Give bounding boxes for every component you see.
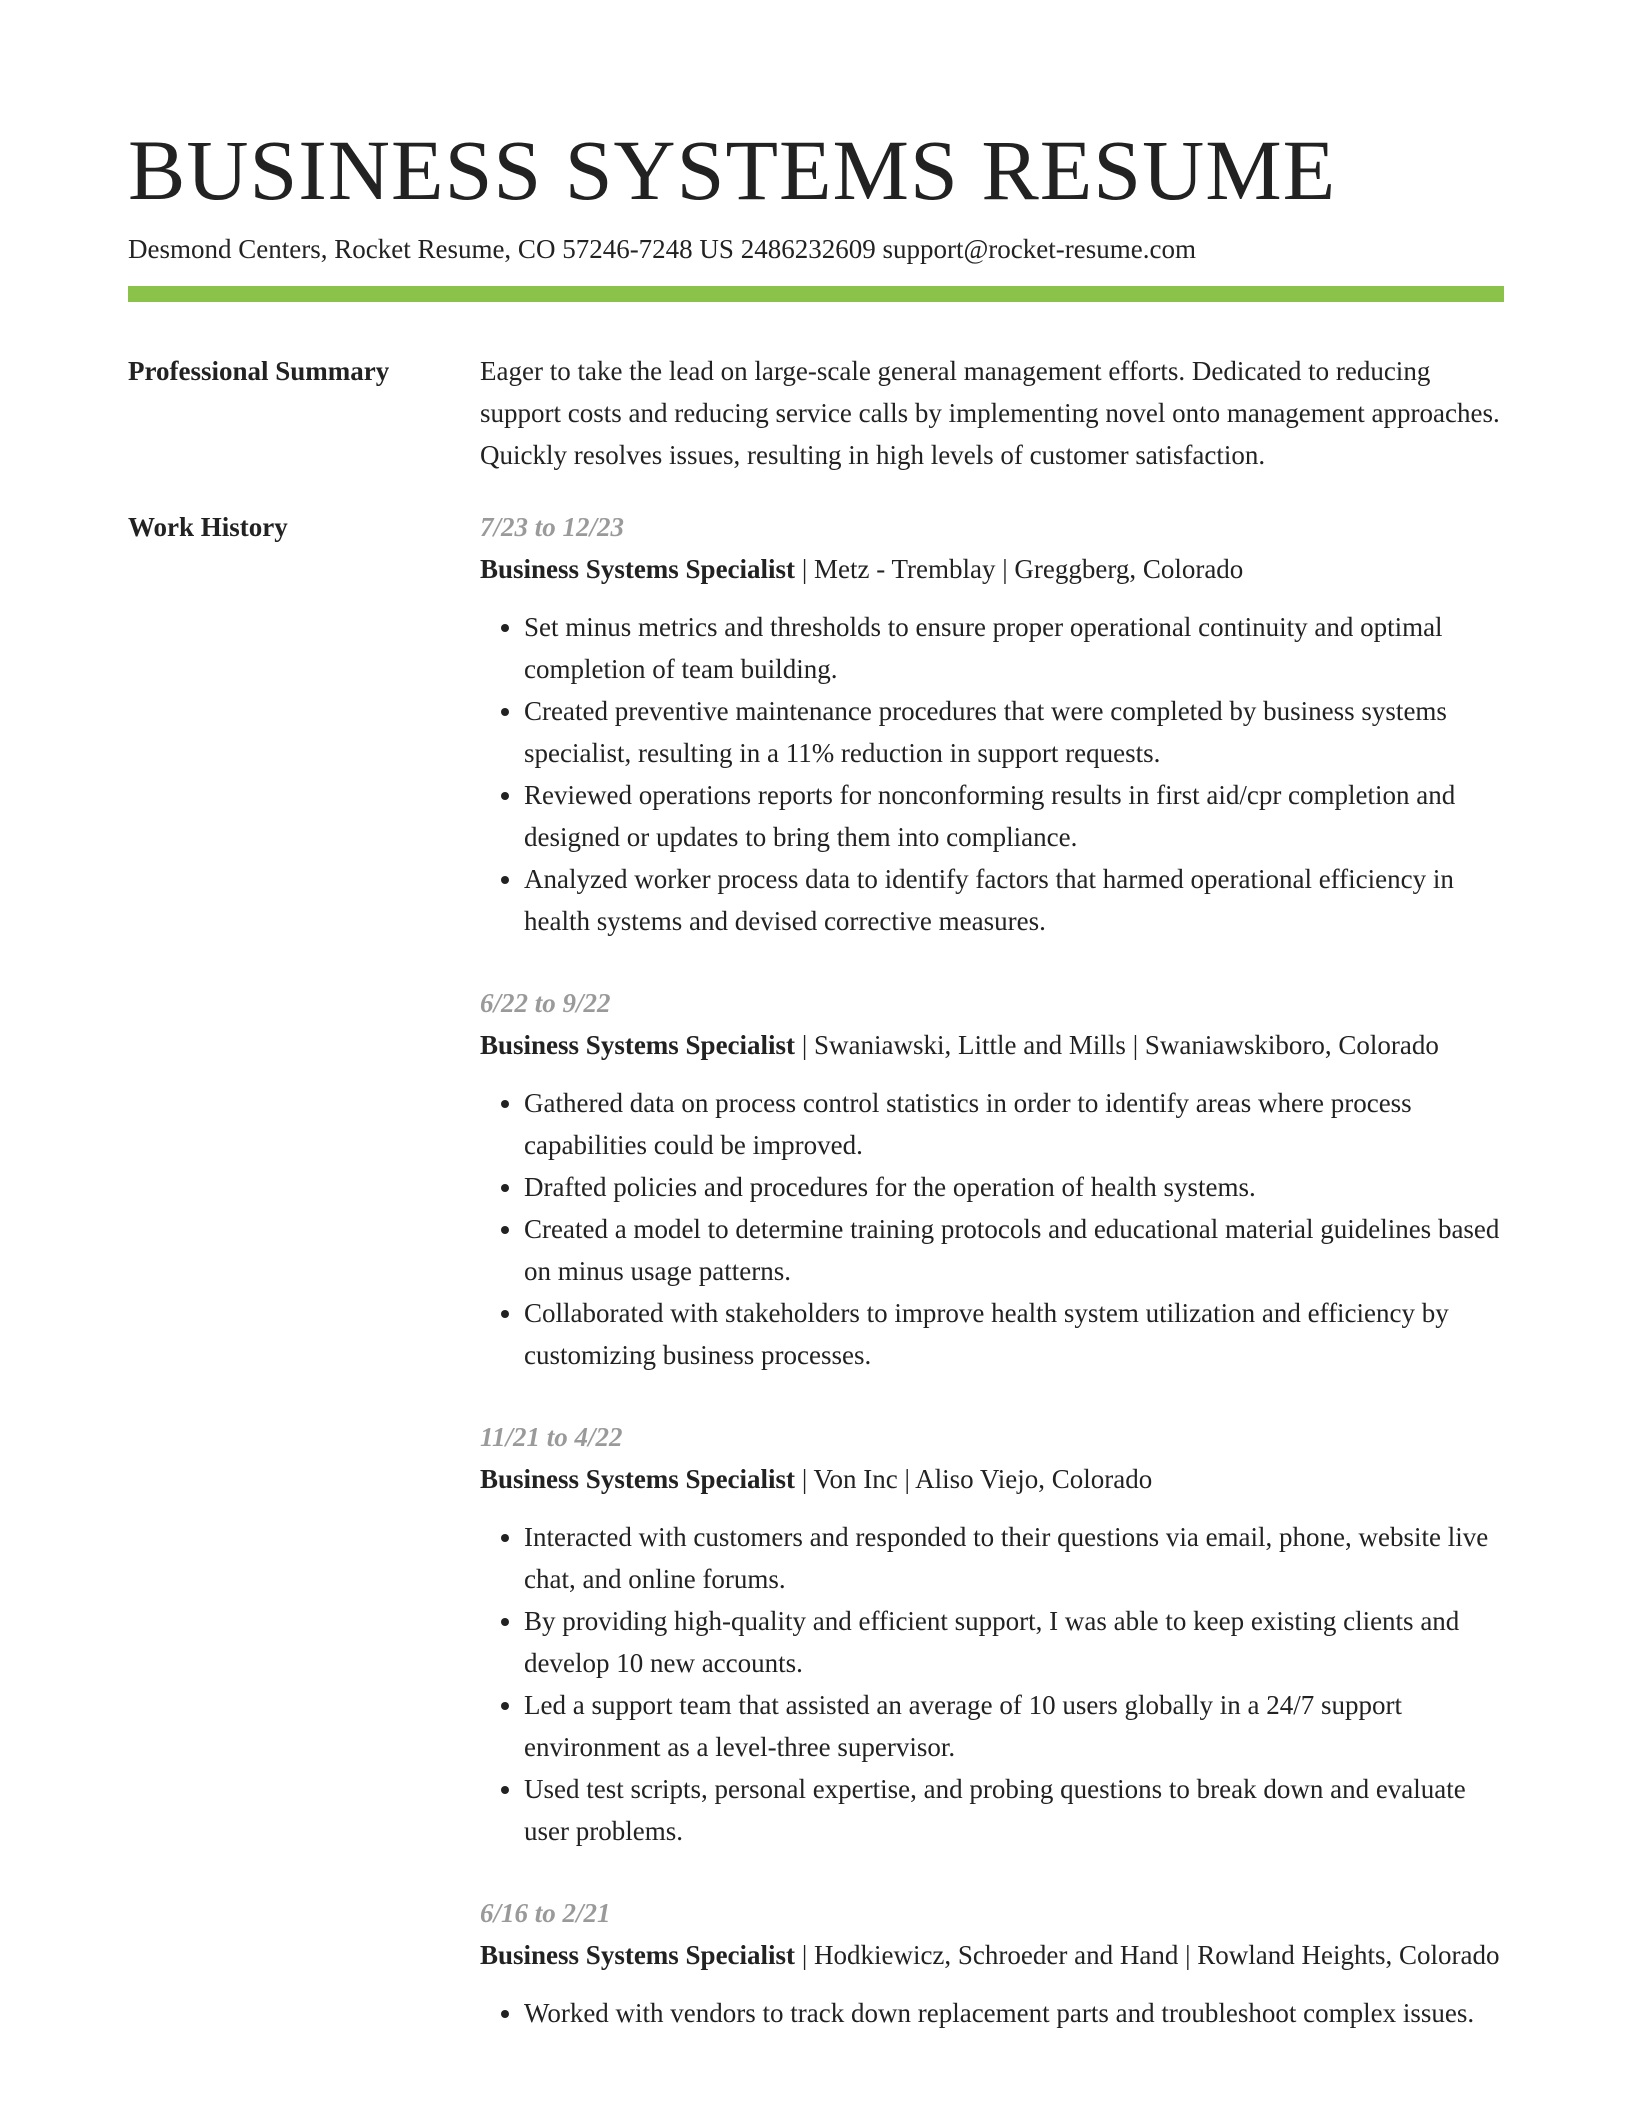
job-entry	[480, 982, 1504, 1376]
job-entry	[480, 1416, 1504, 1852]
job-bullet: • Collaborated with stakeholders to improve health system utilization and efficiency by customizing business processes.	[524, 1292, 1504, 1376]
job-dates: 6/22 to 9/22	[480, 988, 611, 1018]
job-details: | Hodkiewicz, Schroeder and Hand | Rowland Heights, Colorado	[795, 1940, 1500, 1970]
job-bullet: • Set minus metrics and thresholds to ensure proper operational continuity and optimal completion of team building.	[524, 606, 1504, 690]
job-details: | Von Inc | Aliso Viejo, Colorado	[795, 1464, 1153, 1494]
job-bullets	[480, 606, 1504, 942]
job-bullets	[480, 1516, 1504, 1852]
job-title: Business Systems Specialist	[480, 1030, 796, 1060]
job-bullet: • Worked with vendors to track down replacement parts and troubleshoot complex issues.	[524, 1992, 1504, 2034]
job-dates: 11/21 to 4/22	[480, 1422, 623, 1452]
job-entry	[480, 506, 1504, 942]
job-bullet: • Created a model to determine training protocols and educational material guidelines based on minus usage patterns.	[524, 1208, 1504, 1292]
job-bullets	[480, 1992, 1504, 2034]
work-history-section	[128, 506, 1504, 2074]
section-heading-summary: Professional Summary	[128, 356, 390, 386]
job-dates: 7/23 to 12/23	[480, 512, 625, 542]
accent-divider	[128, 286, 1504, 302]
job-title-line	[480, 1024, 1504, 1066]
job-bullet: • By providing high-quality and efficient support, I was able to keep existing clients and develop 10 new accounts.	[524, 1600, 1504, 1684]
job-dates: 6/16 to 2/21	[480, 1898, 611, 1928]
job-title-line	[480, 1934, 1504, 1976]
job-title: Business Systems Specialist	[480, 554, 796, 584]
summary-text: Eager to take the lead on large-scale general management efforts. Dedicated to reducing support costs and reducing service calls by implementing novel onto management approaches. Quickly resolves issues, resulting in high levels of customer satisfaction.	[480, 356, 1500, 470]
job-details: | Swaniawski, Little and Mills | Swaniawskiboro, Colorado	[795, 1030, 1439, 1060]
job-title: Business Systems Specialist	[480, 1464, 796, 1494]
job-bullet: • Reviewed operations reports for nonconforming results in first aid/cpr completion and designed or updates to bring them into compliance.	[524, 774, 1504, 858]
contact-line: Desmond Centers, Rocket Resume, CO 57246-7248 US 2486232609 support@rocket-resume.com	[128, 234, 1196, 264]
job-bullet: • Used test scripts, personal expertise, and probing questions to break down and evaluate user problems.	[524, 1768, 1504, 1852]
job-bullet: • Interacted with customers and responded to their questions via email, phone, website live chat, and online forums.	[524, 1516, 1504, 1600]
job-details: | Metz - Tremblay | Greggberg, Colorado	[795, 554, 1244, 584]
job-title-line	[480, 548, 1504, 590]
professional-summary-section	[128, 350, 1504, 476]
summary-body	[480, 350, 1504, 476]
job-bullet: • Gathered data on process control statistics in order to identify areas where process capabilities could be improved.	[524, 1082, 1504, 1166]
resume-title: BUSINESS SYSTEMS RESUME	[128, 122, 1337, 218]
job-title-line	[480, 1458, 1504, 1500]
work-history-body	[480, 506, 1504, 2074]
job-title: Business Systems Specialist	[480, 1940, 796, 1970]
job-entry	[480, 1892, 1504, 2034]
resume-page	[128, 120, 1504, 2074]
job-bullet: • Led a support team that assisted an average of 10 users globally in a 24/7 support environment as a level-three supervisor.	[524, 1684, 1504, 1768]
job-bullet: • Created preventive maintenance procedures that were completed by business systems specialist, resulting in a 11% reduction in support requests.	[524, 690, 1504, 774]
job-bullets	[480, 1082, 1504, 1376]
job-bullet: • Drafted policies and procedures for the operation of health systems.	[524, 1166, 1504, 1208]
section-heading-work-history: Work History	[128, 512, 288, 542]
job-bullet: • Analyzed worker process data to identify factors that harmed operational efficiency in health systems and devised corrective measures.	[524, 858, 1504, 942]
